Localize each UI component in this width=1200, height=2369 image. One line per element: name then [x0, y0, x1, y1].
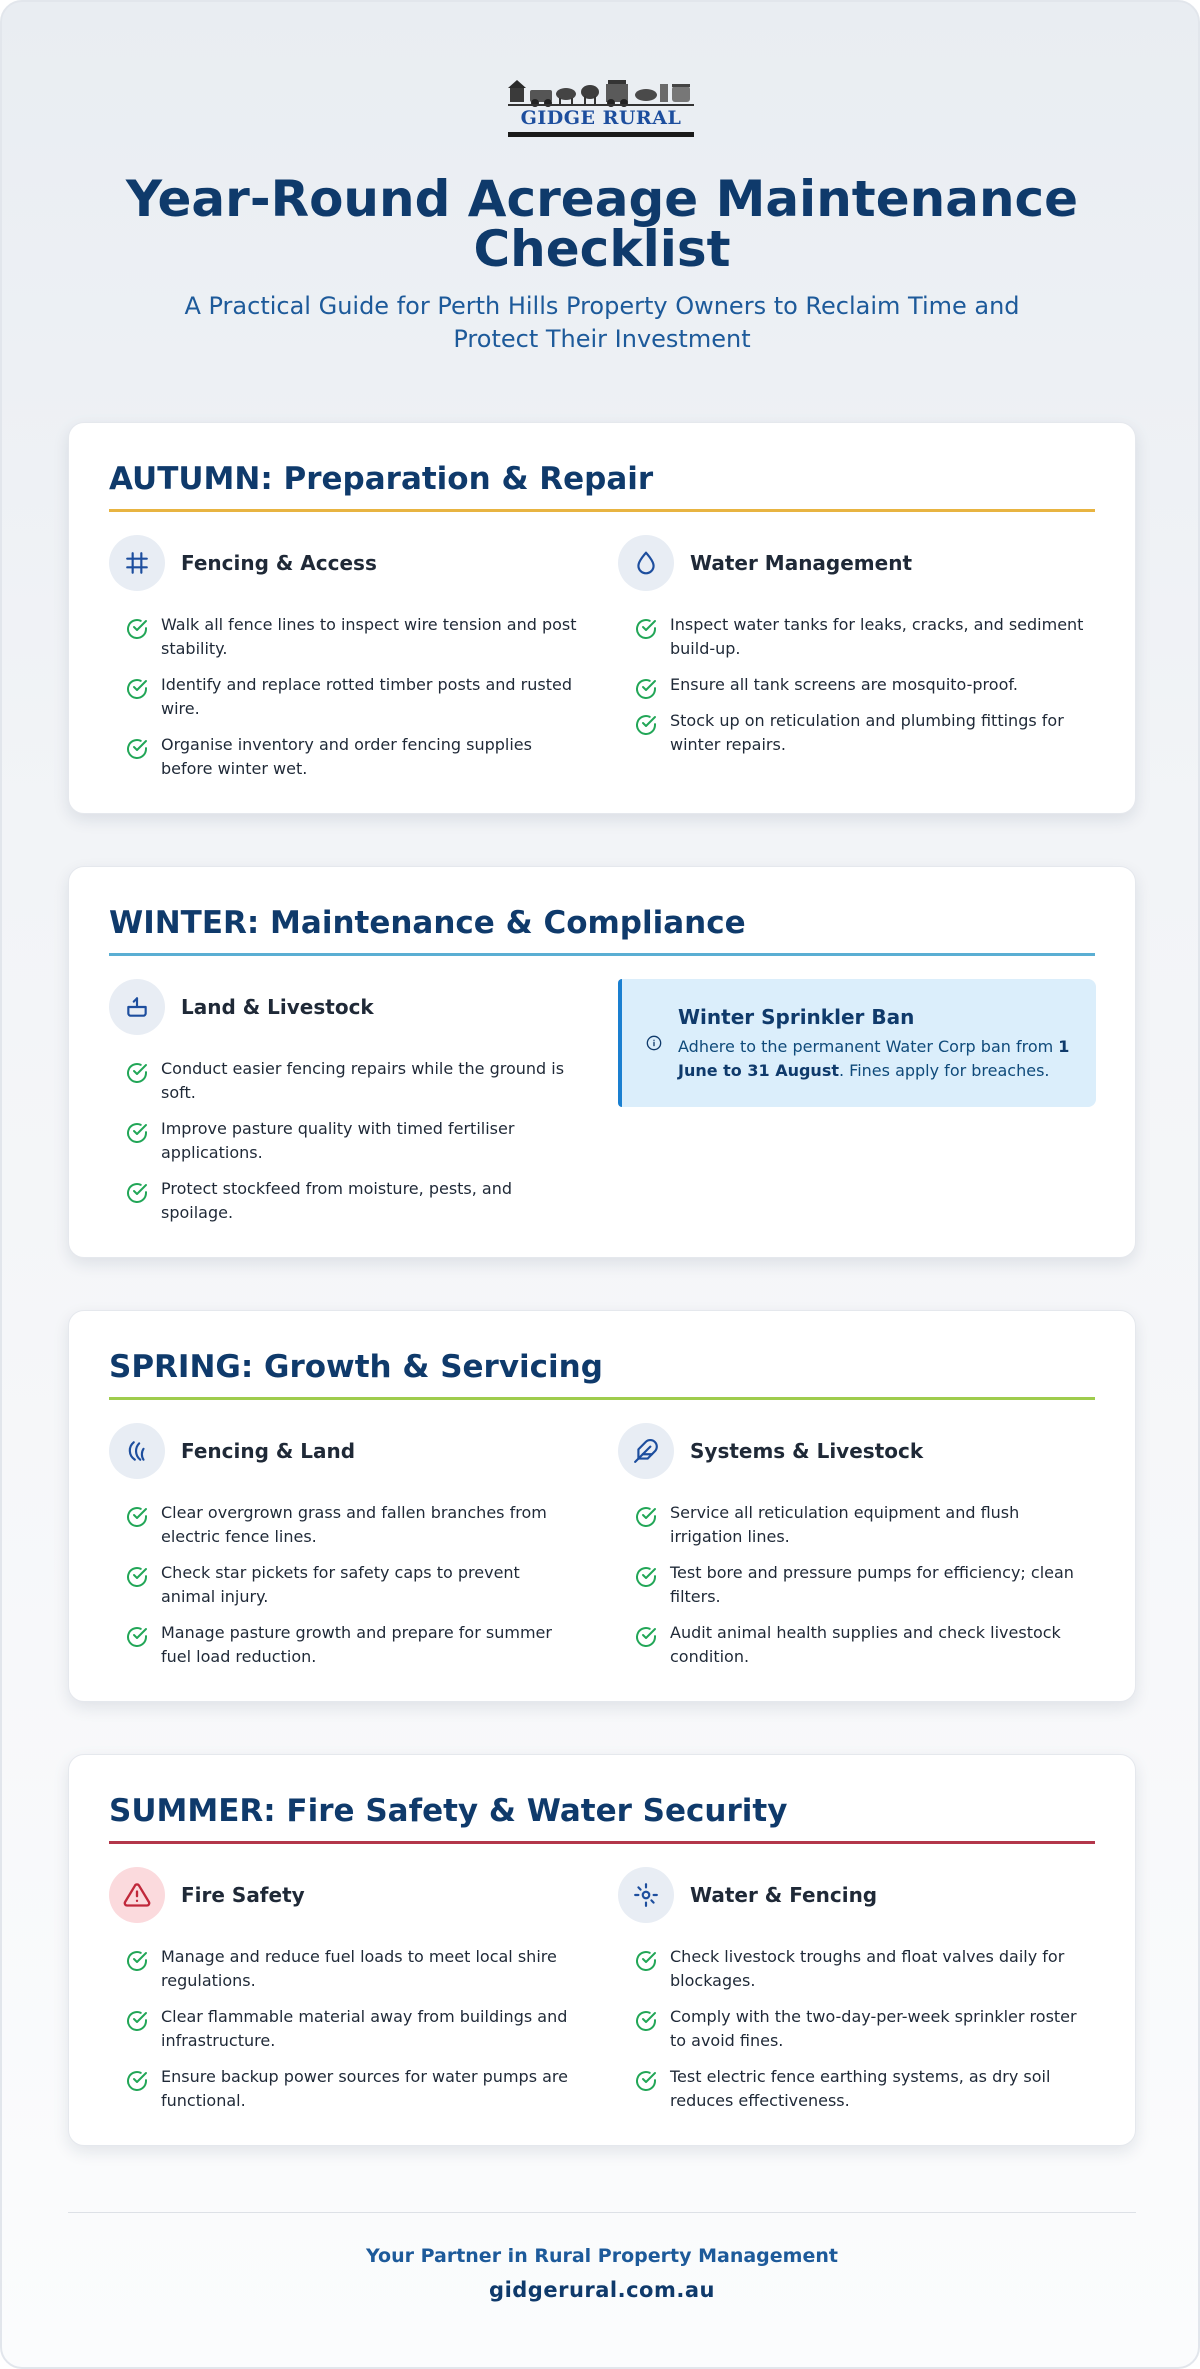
check-circle-icon — [634, 1949, 658, 1973]
check-circle-icon — [125, 737, 149, 761]
checklist-item-text: Manage and reduce fuel loads to meet local shire regulations. — [161, 1947, 557, 1990]
season-title: SPRING: Growth & Servicing — [109, 1349, 603, 1385]
check-circle-icon — [634, 713, 658, 737]
grass-icon — [109, 1423, 165, 1479]
check-circle-icon — [125, 2009, 149, 2033]
checklist-item-text: Service all reticulation equipment and flush irrigation lines. — [670, 1503, 1020, 1546]
checklist-column-water-fencing — [618, 1867, 1088, 2125]
winter-sprinkler-ban-callout — [618, 979, 1096, 1107]
logo-underline — [508, 132, 694, 137]
check-circle-icon — [634, 1505, 658, 1529]
check-circle-icon — [634, 2009, 658, 2033]
checklist-item — [109, 1057, 579, 1105]
column-title: Land & Livestock — [181, 995, 374, 1019]
checklist-item-text: Audit animal health supplies and check livestock condition. — [670, 1623, 1061, 1666]
checklist-item — [618, 1501, 1088, 1549]
season-divider — [109, 1841, 1095, 1844]
checklist-item — [618, 709, 1088, 757]
checklist-item — [109, 733, 579, 781]
season-title: AUTUMN: Preparation & Repair — [109, 461, 654, 497]
checklist-column-water-management — [618, 535, 1088, 769]
page-title: Year-Round Acreage Maintenance Checklist — [125, 170, 1079, 278]
checklist-item — [109, 613, 579, 661]
droplet-icon — [618, 535, 674, 591]
column-title: Systems & Livestock — [690, 1439, 924, 1463]
check-circle-icon — [125, 1061, 149, 1085]
checklist-item — [109, 673, 579, 721]
callout-title: Winter Sprinkler Ban — [678, 1005, 915, 1029]
footer-divider — [68, 2212, 1136, 2213]
season-title: SUMMER: Fire Safety & Water Security — [109, 1793, 788, 1829]
sprinkler-icon — [618, 1867, 674, 1923]
checklist-item-text: Test bore and pressure pumps for efficiency; clean filters. — [670, 1563, 1074, 1606]
checklist-column-fire-safety — [109, 1867, 579, 2125]
column-title: Water & Fencing — [690, 1883, 878, 1907]
checklist-item — [618, 2065, 1088, 2113]
brand-logo[interactable] — [508, 74, 694, 142]
checklist-item-text: Organise inventory and order fencing supplies before winter wet. — [161, 735, 532, 778]
column-title: Fencing & Access — [181, 551, 377, 575]
check-circle-icon — [634, 677, 658, 701]
logo-text: GIDGE RURAL — [520, 107, 682, 129]
checklist-item-text: Inspect water tanks for leaks, cracks, and sediment build-up. — [670, 615, 1084, 658]
check-circle-icon — [125, 1949, 149, 1973]
season-divider — [109, 1397, 1095, 1400]
checklist-item — [109, 1561, 579, 1609]
checklist-column-fencing-access — [109, 535, 579, 793]
season-card-winter — [68, 866, 1136, 1258]
checklist-item — [109, 2005, 579, 2053]
column-title: Water Management — [690, 551, 913, 575]
checklist-item-text: Ensure backup power sources for water pumps are functional. — [161, 2067, 568, 2110]
checklist-column-land-livestock — [109, 979, 579, 1237]
checklist-item — [618, 1945, 1088, 1993]
checklist-item-text: Improve pasture quality with timed fertiliser applications. — [161, 1119, 515, 1162]
checklist-item — [109, 1501, 579, 1549]
season-card-summer — [68, 1754, 1136, 2146]
checklist-item-text: Check livestock troughs and float valves daily for blockages. — [670, 1947, 1065, 1990]
checklist-item-text: Manage pasture growth and prepare for summer fuel load reduction. — [161, 1623, 552, 1666]
checklist-item-text: Clear overgrown grass and fallen branches from electric fence lines. — [161, 1503, 547, 1546]
checklist-item-text: Clear flammable material away from buildings and infrastructure. — [161, 2007, 568, 2050]
info-icon — [646, 1035, 662, 1051]
checklist-item — [109, 1945, 579, 1993]
season-divider — [109, 953, 1095, 956]
trough-icon — [109, 979, 165, 1035]
checklist-item — [109, 1117, 579, 1165]
checklist-item-text: Ensure all tank screens are mosquito-proof. — [670, 675, 1018, 694]
footer-tagline: Your Partner in Rural Property Management — [366, 2245, 838, 2267]
check-circle-icon — [125, 677, 149, 701]
check-circle-icon — [125, 2069, 149, 2093]
checklist-column-systems-livestock — [618, 1423, 1088, 1681]
checklist-item-text: Check star pickets for safety caps to prevent animal injury. — [161, 1563, 520, 1606]
feather-icon — [618, 1423, 674, 1479]
checklist-column-fencing-land — [109, 1423, 579, 1681]
checklist-item — [618, 673, 1088, 697]
checklist-item — [109, 1177, 579, 1225]
check-circle-icon — [125, 1625, 149, 1649]
check-circle-icon — [125, 617, 149, 641]
checklist-item-text: Comply with the two-day-per-week sprinkler roster to avoid fines. — [670, 2007, 1077, 2050]
check-circle-icon — [125, 1565, 149, 1589]
season-title: WINTER: Maintenance & Compliance — [109, 905, 746, 941]
season-divider — [109, 509, 1095, 512]
check-circle-icon — [125, 1121, 149, 1145]
checklist-item-text: Conduct easier fencing repairs while the ground is soft. — [161, 1059, 565, 1102]
checklist-item-text: Stock up on reticulation and plumbing fittings for winter repairs. — [670, 711, 1064, 754]
check-circle-icon — [125, 1505, 149, 1529]
season-card-spring — [68, 1310, 1136, 1702]
checklist-item — [618, 613, 1088, 661]
page-subtitle: A Practical Guide for Perth Hills Property Owners to Reclaim Time and Protect Their Investment — [184, 292, 1020, 353]
checklist-item-text: Walk all fence lines to inspect wire tension and post stability. — [161, 615, 577, 658]
checklist-item — [618, 2005, 1088, 2053]
checklist-item — [109, 2065, 579, 2113]
checklist-item — [618, 1561, 1088, 1609]
column-title: Fire Safety — [181, 1883, 305, 1907]
check-circle-icon — [634, 2069, 658, 2093]
checklist-item-text: Identify and replace rotted timber posts and rusted wire. — [161, 675, 572, 718]
fence-icon — [109, 535, 165, 591]
callout-date-range: 1 June to 31 August — [678, 1037, 1070, 1080]
check-circle-icon — [634, 1625, 658, 1649]
warning-icon — [109, 1867, 165, 1923]
callout-text: Adhere to the permanent Water Corp ban from 1 June to 31 August. Fines apply for breaches. — [678, 1037, 1070, 1080]
checklist-item — [618, 1621, 1088, 1669]
column-title: Fencing & Land — [181, 1439, 356, 1463]
check-circle-icon — [634, 617, 658, 641]
checklist-item-text: Protect stockfeed from moisture, pests, and spoilage. — [161, 1179, 513, 1222]
footer-website-link[interactable]: gidgerural.com.au — [489, 2278, 715, 2302]
check-circle-icon — [634, 1565, 658, 1589]
checklist-item — [109, 1621, 579, 1669]
checklist-item-text: Test electric fence earthing systems, as dry soil reduces effectiveness. — [670, 2067, 1051, 2110]
check-circle-icon — [125, 1181, 149, 1205]
season-card-autumn — [68, 422, 1136, 814]
